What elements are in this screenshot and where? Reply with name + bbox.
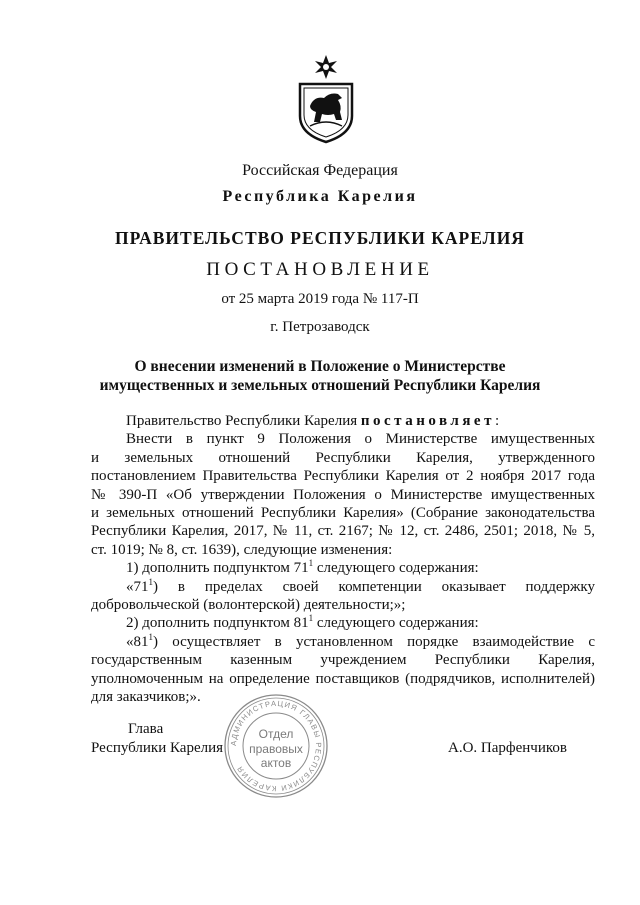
superscript: 1 (148, 631, 153, 642)
country-heading: Российская Федерация (242, 162, 398, 179)
quote-1-line (91, 578, 595, 596)
stamp-ring-text: АДМИНИСТРАЦИЯ ГЛАВЫ РЕСПУБЛИКИ КАРЕЛИЯ (228, 698, 324, 794)
preamble-text: Правительство Республики Карелия (126, 413, 361, 429)
body-line: постановлением Правительства Республики Карелия от 2 ноября 2017 года (91, 468, 595, 485)
list-item-1 (91, 559, 595, 577)
quote-2-line: уполномоченным на определение поставщиков (подрядчиков, исполнителей) (91, 670, 595, 687)
preamble-paragraph (91, 412, 595, 430)
document-title (0, 357, 640, 395)
document-type-heading: ПОСТАНОВЛЕНИЕ (206, 259, 434, 280)
signature-title: Глава (128, 721, 164, 737)
body-line: Внести в пункт 9 Положения о Министерстве имущественных (126, 431, 595, 448)
quote-text: ) осуществляет в установленном порядке взаимодействие с (153, 633, 595, 650)
preamble-emphasis: постановляет (360, 413, 495, 429)
document-body (91, 412, 595, 707)
republic-heading: Республика Карелия (222, 188, 418, 205)
quote-2-line (91, 633, 595, 651)
coat-of-arms-icon (296, 54, 356, 144)
list-item-text: следующего содержания: (313, 615, 479, 632)
quote-2-line: государственным казенным учреждением Республики Карелия, (91, 652, 595, 669)
stamp-line: актов (260, 756, 292, 770)
list-item-2 (91, 614, 595, 632)
list-item-text: 1) дополнить подпунктом 71 (126, 560, 309, 577)
signature-republic: Республики Карелия (91, 740, 224, 756)
signatory-name: А.О. Парфенчиков (448, 740, 567, 756)
department-stamp-icon (223, 693, 329, 799)
superscript: 1 (148, 576, 153, 587)
body-line: Республики Карелия, 2017, № 11, ст. 2167; № 12, ст. 2486, 2501; 2018, № 5, (91, 523, 595, 540)
title-line: О внесении изменений в Положение о Министерстве (134, 358, 506, 375)
city-line: г. Петрозаводск (270, 319, 370, 335)
stamp-line: правовых (249, 742, 303, 756)
list-item-text: 2) дополнить подпунктом 81 (126, 615, 309, 632)
title-line: имущественных и земельных отношений Республики Карелия (99, 377, 541, 394)
quote-1-line: добровольческой (волонтерской) деятельности;»; (91, 597, 406, 614)
quote-text: «71 (126, 578, 149, 595)
body-line: и земельных отношений Республики Карелия» (Собрание законодательства (91, 505, 595, 522)
quote-text: ) в пределах своей компетенции оказывает поддержку (153, 578, 595, 595)
body-line: № 390-П «Об утверждении Положения о Министерстве имущественных (91, 486, 595, 503)
government-heading: ПРАВИТЕЛЬСТВО РЕСПУБЛИКИ КАРЕЛИЯ (115, 228, 525, 248)
superscript: 1 (308, 613, 314, 624)
quote-text: «81 (126, 633, 149, 650)
body-line: ст. 1019; № 8, ст. 1639), следующие изменения: (91, 541, 393, 558)
body-line: и земельных отношений Республики Карелия, утвержденного (91, 449, 595, 466)
superscript: 1 (308, 558, 314, 569)
list-item-text: следующего содержания: (313, 560, 479, 577)
date-line: от 25 марта 2019 года № 117-П (221, 291, 419, 307)
preamble-end: : (494, 413, 500, 429)
quote-2-line: для заказчиков;». (91, 689, 201, 706)
stamp-line: Отдел (258, 727, 294, 741)
